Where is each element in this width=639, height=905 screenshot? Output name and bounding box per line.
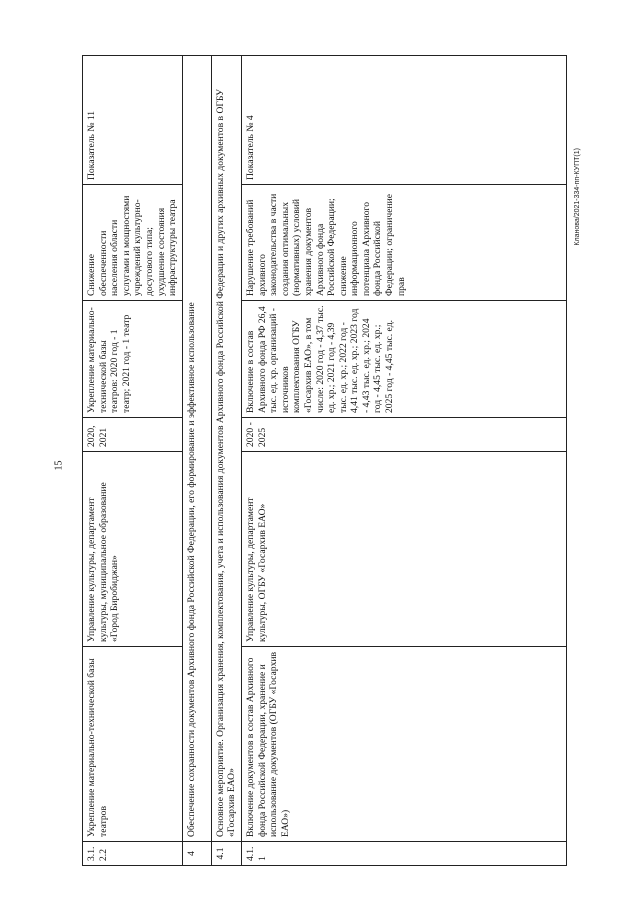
executor: Управление культуры, департамент культуры, ОГБУ «Госархив ЕАО» [241,452,566,647]
indicator: Показатель № 11 [83,56,183,185]
table-row [182,56,211,866]
rotated-table-container [82,56,607,866]
expected-result: Укрепление материально-технической базы театров: 2020 год - 1 театр; 2021 год - 1 театр [83,301,183,418]
years: 2020 - 2025 [241,418,566,452]
consequence: Снижение обеспеченности населения области услугами и мощностями учреждений культурно-досугового типа; ухудшение состояния инфраструктуры театра [83,185,183,301]
table-row [241,56,566,866]
main-activity-heading: Основное мероприятие. Организация хранения, комплектования, учета и использования документов Архивного фонда Российской Федерации и других архивных документов в ОГБУ «Госархив ЕАО» [211,56,241,842]
executor: Управление культуры, департамент культуры, муниципальное образование «Город Биробиджан» [83,452,183,647]
activity-name: Включение документов в состав Архивного фонда Российской Федерации, хранение и использование документов (ОГБУ «Госархив ЕАО») [241,647,566,842]
row-number: 3.1.2.2 [83,842,183,866]
row-number: 4.1.1 [241,842,566,866]
expected-result: Включение в состав Архивного фонда РФ 26,4 тыс. ед. хр. организаций - источников комплектования ОГБУ «Госархив ЕАО», в том числе: 2020 год - 4,37 тыс. ед. хр.; 2021 год - 4,39 тыс. ед. хр.; 2022 год - 4,41 тыс. ед. хр.; 2023 год - 4,43 тыс. ед. хр.; 2024 год - 4,45 тыс. ед. хр.; 2025 год - 4,45 тыс. ед. [241,301,566,418]
table-row [211,56,241,866]
activities-table [82,55,567,866]
page-number: 15 [53,460,65,471]
row-number: 4 [182,842,211,866]
indicator: Показатель № 4 [241,56,566,185]
years: 2020, 2021 [83,418,183,452]
activity-name: Укрепление материально-технической базы театров [83,647,183,842]
row-number: 4.1 [211,842,241,866]
footer-code-text: Кланова/2021-334-пп-КУПТ(1) [574,148,581,246]
consequence: Нарушение требований архивного законодательства в части создания оптимальных (нормативных) условий хранения документов Архивного фонда Российской Федерации; снижение информационного потенциала Архивного фонда Российской Федерации; ограничение прав [241,185,566,301]
section-heading: Обеспечение сохранности документов Архивного фонда Российской Федерации, его формирование и эффективное использование [182,56,211,842]
table-row [83,56,183,866]
